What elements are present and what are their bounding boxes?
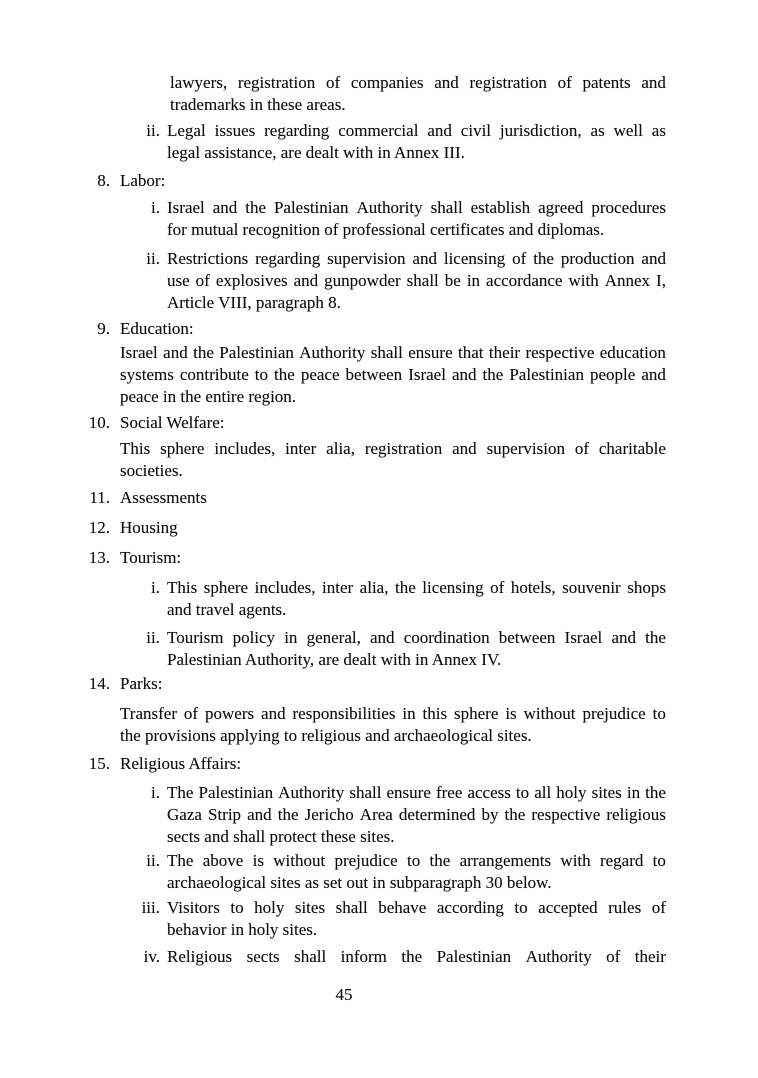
block-text [120,673,163,695]
block-text [167,577,666,621]
page-number: 45 [335,985,353,1004]
text-line: Labor: [120,171,166,190]
sub-item [128,850,666,894]
list-marker: ii. [146,121,160,140]
paragraph [120,703,666,747]
text-line: peace in the entire region. [120,387,297,406]
text-line: Gaza Strip and the Jericho Area determined by the respective religious [167,805,666,824]
text-line: Tourism policy in general, and coordination between Israel and the [167,628,666,647]
block-text [167,850,666,894]
list-marker: ii. [146,249,160,268]
block-text [120,318,194,340]
text-line: Palestinian Authority, are dealt with in Annex IV. [167,650,502,669]
sub-item [128,782,666,848]
list-marker: 9. [97,319,110,338]
list-marker: 11. [89,488,110,507]
text-line: systems contribute to the peace between Israel and the Palestinian people and [120,365,666,384]
text-line: Legal issues regarding commercial and civil jurisdiction, as well as [167,121,666,140]
block-text [167,248,666,314]
numbered-item [84,487,207,509]
numbered-item [84,673,163,695]
block-text [167,946,666,968]
sub-item [128,627,666,671]
block-text [167,782,666,848]
text-line: Israel and the Palestinian Authority shall ensure that their respective education [120,343,666,362]
block-text [120,547,181,569]
list-marker: i. [151,578,160,597]
block-text [167,120,666,164]
text-line: the provisions applying to religious and archaeological sites. [120,726,532,745]
list-marker: i. [151,783,160,802]
list-marker: 13. [88,548,110,567]
text-line: Housing [120,518,178,537]
text-line: Religious sects shall inform the Palestinian Authority of their [167,947,666,966]
text-line: use of explosives and gunpowder shall be in accordance with Annex I, [167,271,666,290]
block-text [120,412,225,434]
text-line: Assessments [120,488,207,507]
text-line: Social Welfare: [120,413,225,432]
text-line: This sphere includes, inter alia, registration and supervision of charitable [120,439,666,458]
numbered-item [84,517,178,539]
paragraph [120,438,666,482]
text-line: Israel and the Palestinian Authority shall establish agreed procedures [167,198,666,217]
text-line: This sphere includes, inter alia, the licensing of hotels, souvenir shops [167,578,666,597]
text-line: The above is without prejudice to the arrangements with regard to [167,851,666,870]
text-line: and travel agents. [167,600,287,619]
text-line: trademarks in these areas. [170,95,346,114]
block-text [120,517,178,539]
numbered-item [84,547,181,569]
list-marker: 8. [97,171,110,190]
numbered-item [84,170,165,192]
text-line: behavior in holy sites. [167,920,318,939]
list-marker: ii. [146,628,160,647]
block-text [167,627,666,671]
text-line: lawyers, registration of companies and registration of patents and [170,73,666,92]
list-marker: 12. [88,518,110,537]
text-line: legal assistance, are dealt with in Annex III. [167,143,465,162]
sub-item [128,897,666,941]
list-marker: iii. [141,898,160,917]
block-text [167,897,666,941]
text-line: Restrictions regarding supervision and licensing of the production and [167,249,666,268]
list-marker: 10. [88,413,110,432]
block-text [120,703,666,747]
text-line: societies. [120,461,183,480]
block-text [120,438,666,482]
list-marker: i. [151,198,160,217]
text-line: archaeological sites as set out in subparagraph 30 below. [167,873,552,892]
sub-item [128,120,666,164]
block-text [167,197,666,241]
list-marker: 15. [88,754,110,773]
text-line: sects and shall protect these sites. [167,827,395,846]
text-line: Visitors to holy sites shall behave according to accepted rules of [167,898,666,917]
sub-item [128,946,666,968]
sub-item [128,197,666,241]
text-line: for mutual recognition of professional certificates and diplomas. [167,220,605,239]
text-line: Education: [120,319,194,338]
text-line: The Palestinian Authority shall ensure free access to all holy sites in the [167,783,666,802]
sub-item [128,577,666,621]
text-line: Religious Affairs: [120,754,242,773]
numbered-item [84,753,241,775]
text-line: Tourism: [120,548,182,567]
block-text [170,72,666,116]
paragraph [120,342,666,408]
list-marker: ii. [146,851,160,870]
text-line: Article VIII, paragraph 8. [167,293,341,312]
list-marker: iv. [143,947,160,966]
block-text [120,170,165,192]
sub-item [128,248,666,314]
block-text [120,342,666,408]
block-text [120,753,241,775]
block-text [120,487,207,509]
text-line: Transfer of powers and responsibilities in this sphere is without prejudice to [120,704,666,723]
text-line: Parks: [120,674,163,693]
list-marker: 14. [88,674,110,693]
numbered-item [84,412,225,434]
numbered-item [84,318,194,340]
continuation-paragraph [170,72,666,116]
